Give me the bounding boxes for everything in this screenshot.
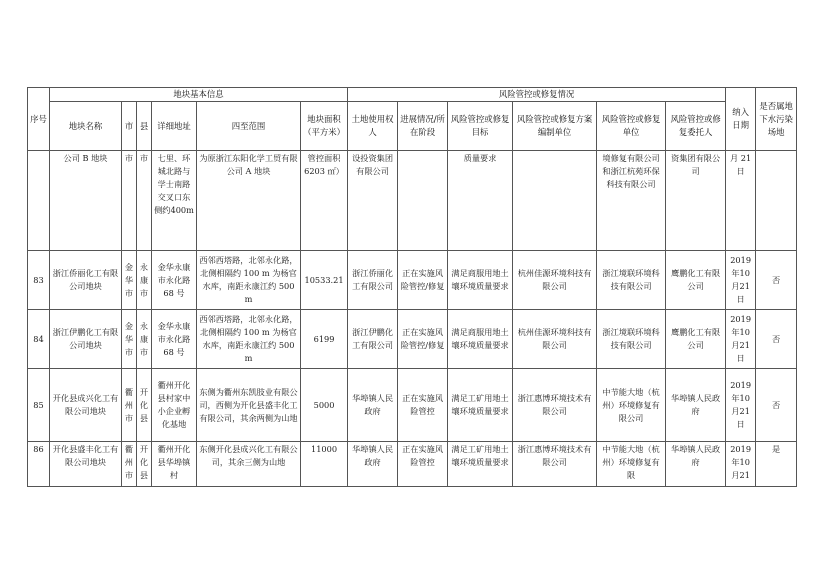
groundwater-header: 是否属地下水污染场地 — [756, 88, 797, 151]
cell-bounds: 为原浙江东阳化学工贸有限公司 A 地块 — [197, 151, 301, 251]
cell-target: 满足商服用地土壤环境质量要求 — [448, 251, 513, 310]
cell-target: 质量要求 — [448, 151, 513, 251]
cell-client: 鹰鹏化工有限公司 — [666, 310, 726, 369]
cell-exec-unit: 浙江境联环境科技有限公司 — [597, 251, 666, 310]
cell-county: 开化县 — [137, 442, 152, 487]
cell-target: 满足工矿用地土壤环境质量要求 — [448, 369, 513, 442]
cell-owner: 华埠镇人民政府 — [348, 369, 398, 442]
col-header-bounds: 四至范围 — [197, 102, 301, 151]
cell-exec-unit: 境修复有限公司和浙江杭苑环保科技有限公司 — [597, 151, 666, 251]
cell-address: 衢州开化县华埠镇村 — [152, 442, 197, 487]
basic-info-header: 地块基本信息 — [50, 88, 348, 102]
cell-groundwater: 是 — [756, 442, 797, 487]
cell-address: 金华永康市永化路 68 号 — [152, 251, 197, 310]
cell-client: 华埠镇人民政府 — [666, 369, 726, 442]
table-row — [28, 310, 797, 369]
cell-name: 开化县成兴化工有限公司地块 — [50, 369, 122, 442]
cell-area: 11000 — [301, 442, 348, 487]
cell-progress: 正在实施风险管控 — [398, 442, 448, 487]
col-header-owner: 土地使用权人 — [348, 102, 398, 151]
col-header-client: 风险管控或修复委托人 — [666, 102, 726, 151]
col-header-address: 详细地址 — [152, 102, 197, 151]
cell-date: 月 21 日 — [726, 151, 756, 251]
header-row-group — [28, 88, 797, 102]
cell-groundwater: 否 — [756, 369, 797, 442]
cell-seq: 85 — [28, 369, 50, 442]
cell-progress: 正在实施风险管控 — [398, 369, 448, 442]
cell-owner: 浙江侨丽化工有限公司 — [348, 251, 398, 310]
cell-address: 衢州开化县村家中小企业孵化基地 — [152, 369, 197, 442]
cell-plan-unit: 杭州佳源环境科技有限公司 — [513, 310, 597, 369]
col-header-target: 风险管控或修复目标 — [448, 102, 513, 151]
cell-progress: 正在实施风险管控/修复 — [398, 310, 448, 369]
cell-client: 资集团有限公司 — [666, 151, 726, 251]
seq-header: 序号 — [28, 88, 50, 151]
cell-area: 6199 — [301, 310, 348, 369]
cell-plan-unit: 浙江惠博环境技术有限公司 — [513, 369, 597, 442]
date-header: 纳入日期 — [726, 88, 756, 151]
cell-seq: 83 — [28, 251, 50, 310]
col-header-county: 县 — [137, 102, 152, 151]
cell-county: 市 — [137, 151, 152, 251]
cell-exec-unit: 浙江境联环境科技有限公司 — [597, 310, 666, 369]
cell-county: 开化县 — [137, 369, 152, 442]
cell-seq: 84 — [28, 310, 50, 369]
cell-progress: 正在实施风险管控/修复 — [398, 251, 448, 310]
cell-address: 金华永康市永化路 68 号 — [152, 310, 197, 369]
cell-plan-unit — [513, 151, 597, 251]
cell-city: 金华市 — [122, 251, 137, 310]
cell-bounds: 东侧开化县成兴化工有限公司，其余三侧为山地 — [197, 442, 301, 487]
cell-bounds: 西邻西塔路，北邻永化路，北侧相隔约 100 m 为杨官水库，南距永康江约 500 m — [197, 251, 301, 310]
cell-owner: 华埠镇人民政府 — [348, 442, 398, 487]
cell-name: 公司 B 地块 — [50, 151, 122, 251]
cell-date: 2019年10月21 — [726, 442, 756, 487]
cell-area: 10533.21 — [301, 251, 348, 310]
cell-client: 华埠镇人民政府 — [666, 442, 726, 487]
cell-county: 永康市 — [137, 251, 152, 310]
cell-groundwater — [756, 151, 797, 251]
cell-date: 2019年10月21日 — [726, 310, 756, 369]
cell-seq — [28, 151, 50, 251]
cell-client: 鹰鹏化工有限公司 — [666, 251, 726, 310]
col-header-plan-unit: 风险管控或修复方案编制单位 — [513, 102, 597, 151]
table-row — [28, 369, 797, 442]
cell-groundwater: 否 — [756, 251, 797, 310]
cell-name: 浙江侨丽化工有限公司地块 — [50, 251, 122, 310]
cell-bounds: 东侧为衢州东凯肢业有限公司，西侧为开化县盛丰化工有限公司，其余两侧为山地 — [197, 369, 301, 442]
contaminated-site-table — [27, 87, 797, 487]
header-row-columns — [28, 102, 797, 151]
table-row — [28, 151, 797, 251]
cell-progress — [398, 151, 448, 251]
cell-owner: 设投资集团有限公司 — [348, 151, 398, 251]
cell-bounds: 西邻西塔路，北邻永化路，北侧相隔约 100 m 为杨官水库，南距永康江约 500 m — [197, 310, 301, 369]
cell-city: 衢州市 — [122, 369, 137, 442]
cell-name: 开化县盛丰化工有限公司地块 — [50, 442, 122, 487]
cell-name: 浙江伊鹏化工有限公司地块 — [50, 310, 122, 369]
cell-target: 满足工矿用地土壤环境质量要求 — [448, 442, 513, 487]
cell-owner: 浙江伊鹏化工有限公司 — [348, 310, 398, 369]
cell-groundwater: 否 — [756, 310, 797, 369]
col-header-exec-unit: 风险管控或修复单位 — [597, 102, 666, 151]
cell-city: 市 — [122, 151, 137, 251]
cell-exec-unit: 中节能大地（杭州）环境修复有限 — [597, 442, 666, 487]
table-row — [28, 251, 797, 310]
cell-county: 永康市 — [137, 310, 152, 369]
col-header-name: 地块名称 — [50, 102, 122, 151]
cell-city: 金华市 — [122, 310, 137, 369]
cell-plan-unit: 浙江惠博环境技术有限公司 — [513, 442, 597, 487]
cell-target: 满足商服用地土壤环境质量要求 — [448, 310, 513, 369]
risk-control-header: 风险管控或修复情况 — [348, 88, 726, 102]
col-header-area: 地块面积（平方米） — [301, 102, 348, 151]
cell-address: 七里、环城北路与学士南路交叉口东侧约400m — [152, 151, 197, 251]
cell-date: 2019年10月21日 — [726, 251, 756, 310]
cell-area: 5000 — [301, 369, 348, 442]
cell-seq: 86 — [28, 442, 50, 487]
col-header-progress: 进展情况/所在阶段 — [398, 102, 448, 151]
cell-exec-unit: 中节能大地（杭州）环境修复有限公司 — [597, 369, 666, 442]
cell-area: 管控面积 6203 ㎡） — [301, 151, 348, 251]
col-header-city: 市 — [122, 102, 137, 151]
cell-city: 衢州市 — [122, 442, 137, 487]
table-row — [28, 442, 797, 487]
cell-plan-unit: 杭州佳源环境科技有限公司 — [513, 251, 597, 310]
cell-date: 2019年10月21日 — [726, 369, 756, 442]
